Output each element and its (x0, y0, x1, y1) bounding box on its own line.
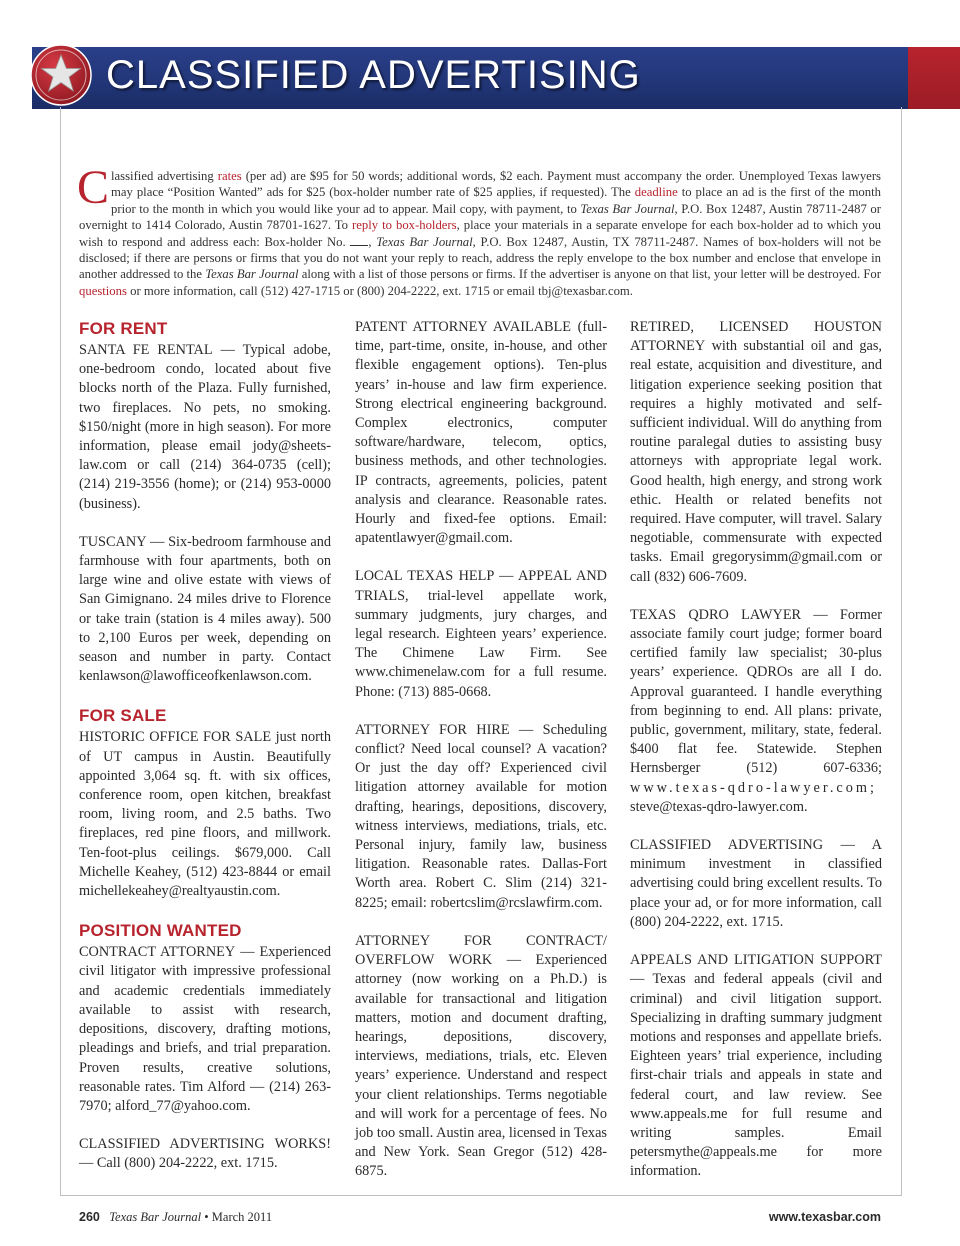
banner-accent-block (908, 47, 960, 109)
website-link[interactable]: www.texasbar.com (768, 1210, 881, 1224)
intro-paragraph: Classified advertising rates (per ad) are $95 for 50 words; additional words, $2 each. Payment must accompany the order. Unemployed Texas lawyers may place “Position Wanted” ads for $25 (box-holder number rate of $25 applies, if requested). The deadline to place an ad is the first of the month prior to the month in which you would like your ad to appear. Mail copy, with payment, to Texas Bar Journal, P.O. Box 12487, Austin 78711-2487 or overnight to 1414 Colorado, Austin 78701-1627. To reply to box-holders, place your materials in a separate envelope for each box-holder ad to which you wish to respond and address each: Box-holder No. , Texas Bar Journal, P.O. Box 12487, Austin, TX 78711-2487. Names of box-holders will not be disclosed; if there are persons or firms that you do not want your reply to reach, address the reply envelope to the box number and enclose that envelope in another addressed to the Texas Bar Journal along with a list of those persons or firms. If the advertiser is anyone on that list, your letter will be destroyed. For questions or more information, call (512) 427-1715 or (800) 204-2222, ext. 1715 or email tbj@texasbar.com. (77, 161, 882, 298)
ad-contract-attorney: CONTRACT ATTORNEY — Experienced civil litigator with impressive professional and academic credentials immediately available to assist with research, depositions, discovery, drafting motions, pleadings and briefs, and trial preparation. Proven results, creative solutions, reasonable rates. Tim Alford — (214) 263-7970; alford_77@yahoo.com. (79, 944, 331, 1114)
issue-date: March 2011 (211, 1210, 273, 1224)
ad-historic-office: HISTORIC OFFICE FOR SALE just north of UT campus in Austin. Beautifully appointed 3,064 sq. ft. with six offices, conference room, open kitchen, breakfast room, living room, and 2.5 baths. Two fireplaces, red pine floors, and millwork. Ten-foot-plus ceilings. $679,000. Call Michelle Keahey, (512) 423-8844 or email michellekeahey@realtyaustin.com. (79, 729, 331, 900)
page-number: 260 (79, 1210, 100, 1224)
star-icon (30, 44, 92, 106)
ad-overflow-work: ATTORNEY FOR CONTRACT/ OVERFLOW WORK — Experienced attorney (now working on a Ph.D.) is available for transactional and litigation matters, motion and document drafting, hearings, depositions, discovery, interviews, mediations, trials, etc. Eleven years’ experience. Understand and respect your client relationships. Terms negotiable and will work for a percentage of fees. No job too small. Austin area, licensed in Texas and New York. Sean Gregor (512) 428-6875. (355, 932, 607, 1180)
section-for-sale: FOR SALE (79, 706, 167, 726)
reply-link[interactable]: reply to box-holders (352, 218, 457, 233)
ad-qdro-lawyer: TEXAS QDRO LAWYER — Former associate family court judge; former board certified family law specialist; 30-plus years’ experience. QDROs are all I do. Approval guaranteed. I handle everything from beginning to end. All plans: private, public, government, military, state, federal. $400 flat fee. Statewide. Stephen Hernsberger (512) 607-6336; www.texas-qdro-lawyer.com; steve@texas-qdro-lawyer.com. (630, 606, 882, 815)
box-number-blank (350, 236, 368, 246)
section-position-wanted: POSITION WANTED (79, 921, 242, 941)
footer-separator: • (201, 1210, 212, 1224)
ad-local-texas-help: LOCAL TEXAS HELP — APPEAL AND TRIALS, trial-level appellate work, summary judgments, jury charges, and legal research. Eighteen years’ experience. The Chimene Law Firm. See www.chimenelaw.com for a full resume. Phone: (713) 885-0668. (355, 568, 607, 700)
ad-classified-works: CLASSIFIED ADVERTISING WORKS! — Call (800) 204-2222, ext. 1715. (79, 1136, 331, 1172)
ad-appeals-litigation: APPEALS AND LITIGATION SUPPORT — Texas and federal appeals (civil and criminal) and civil litigation support. Specializing in drafting summary judgment motions and responses and appellate briefs. Eighteen years’ trial experience, including first-chair trials and appeals in state and federal court, and law review. See www.appeals.me for full resume and writing samples. Email petersmythe@appeals.me for more information. (630, 952, 882, 1180)
ad-patent-attorney: PATENT ATTORNEY AVAILABLE (full-time, part-time, onsite, in-house, and other flexible engagement options). Ten-plus years’ in-house and law firm experience. Strong electrical engineering background. Complex electronics, computer software/hardware, telecom, optics, business methods, and other technologies. IP contracts, agreements, policies, patent analysis and clearance. Reasonable rates. Hourly and fixed-fee options. Email: apatentlawyer@gmail.com. (355, 319, 608, 547)
qdro-url: www.texas-qdro-lawyer.com; (630, 779, 877, 796)
drop-cap: C (77, 161, 110, 214)
column-2 (355, 318, 607, 1182)
header-banner (32, 47, 960, 109)
qdro-email: steve@texas-qdro-lawyer.com. (630, 798, 808, 815)
column-3 (630, 318, 882, 1182)
journal-name: Texas Bar Journal (109, 1210, 202, 1224)
ad-santa-fe: SANTA FE RENTAL — Typical adobe, one-bedroom condo, located about five blocks north of the Plaza. Fully furnished, two fireplaces. No pets, no smoking. $150/night (more in high season). For more information, please email jody@sheets-law.com or call (214) 364-0735 (cell); (214) 219-3556 (home); or (214) 953-0000 (business). (79, 342, 331, 512)
section-for-rent: FOR RENT (79, 319, 168, 338)
column-1 (79, 318, 331, 1174)
ad-tuscany: TUSCANY — Six-bedroom farmhouse and farmhouse with four apartments, both on large wine and olive estate with views of San Gimignano. 24 miles drive to Florence or take train (station is 4 miles away). 500 to 2,100 Euros per week, depending on season and number in party. Contact kenlawson@lawofficeofkenlawson.com. (79, 533, 331, 685)
ad-attorney-for-hire: ATTORNEY FOR HIRE — Scheduling conflict? Need local counsel? A vacation? Or just the day off? Experienced civil litigation attorney available for motion drafting, hearings, depositions, discovery, witness interviews, mediations, trials, etc. Personal injury, family law, business litigation. Reasonable rates. Dallas-Fort Worth area. Robert C. Slim (214) 321-8225; email: robertcslim@rcslawfirm.com. (355, 721, 607, 911)
page-title: CLASSIFIED ADVERTISING (106, 53, 641, 97)
ad-classified-advertising: CLASSIFIED ADVERTISING — A minimum investment in classified advertising could bring excellent results. To place your ad, or for more information, call (800) 204-2222, ext. 1715. (630, 837, 882, 930)
deadline-link[interactable]: deadline (634, 185, 678, 200)
ad-retired-attorney: RETIRED, LICENSED HOUSTON ATTORNEY with substantial oil and gas, real estate, acquisition and divestiture, and litigation experience seeking position that requires a highly motivated and self-sufficient individual. Will do anything from routine paralegal duties to assisting busy attorneys with appropriate legal work. Good health, high energy, and strong work ethic. Health or related benefits not required. Have computer, will travel. Salary negotiable, commensurate with expected tasks. Email gregorysimm@gmail.com or call (832) 606-7609. (630, 319, 882, 585)
rates-link[interactable]: rates (217, 169, 242, 183)
page-footer (79, 1210, 881, 1226)
questions-link[interactable]: questions (79, 283, 127, 298)
